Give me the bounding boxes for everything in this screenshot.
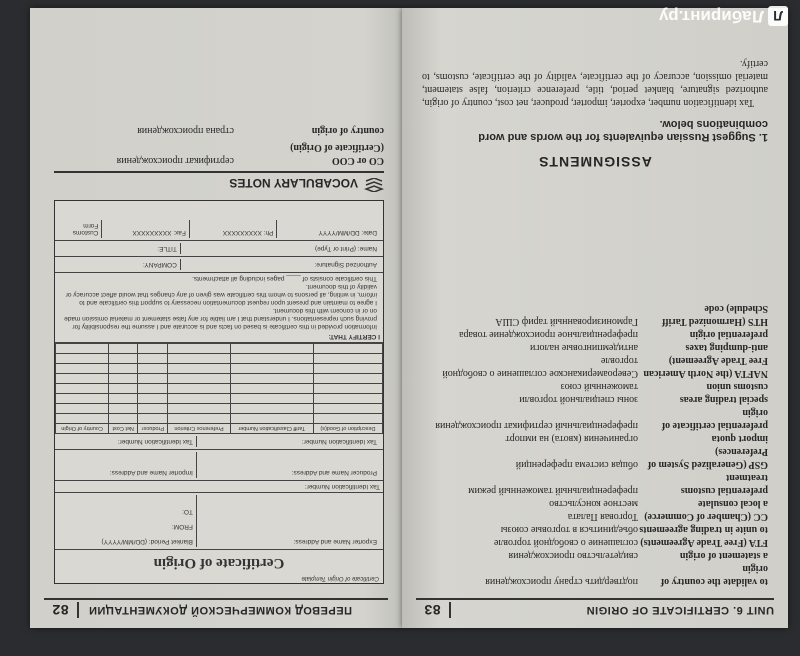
col-producer: Producer — [138, 424, 168, 434]
tax-id-field-3: Tax Identification Number: — [117, 438, 193, 445]
term-ru: объединиться в торговые союзы — [500, 524, 638, 535]
certify-item: Information provided in this certificate is based on facts and is accurate and I assume the responsibility for proving such representations. I understand that I am liable for any false statement or material omission made on or in concern with this document. — [64, 307, 377, 330]
table-row — [56, 384, 383, 394]
vocabulary-notes-title: VOCABULARY NOTES — [229, 176, 358, 191]
company-field: COMPANY: — [142, 261, 177, 268]
term-en: CO or COO — [331, 155, 384, 166]
list-item — [54, 154, 384, 167]
col-net-cost: Net Cost — [109, 424, 138, 434]
table-row — [56, 394, 383, 404]
term-en: GSP (Generalized System of Preferences) — [647, 446, 768, 470]
page-83 — [402, 8, 788, 628]
tax-id-field-2: Tax Identification Number: — [196, 436, 380, 447]
vocab-list — [422, 302, 768, 588]
goods-table-header — [56, 424, 383, 434]
term-ru: преференциальное происхождение товара — [459, 329, 638, 340]
term-en: to validate the country of origin — [660, 563, 768, 587]
term-en: a statement of origin — [679, 550, 768, 561]
phone-field: Ph: XXXXXXXXX — [189, 220, 277, 238]
term-ru: зоны специальной торговли — [519, 394, 638, 405]
term-ru: подтвердить страну происхождения — [485, 576, 638, 587]
term-en: HTS (Harmonized Tariff Schedule) code — [661, 303, 768, 327]
term-ru: общая система преференций — [515, 459, 638, 470]
tax-id-field-1: Tax Identification Number: — [55, 481, 383, 493]
notes-icon — [364, 175, 384, 192]
term-ru: Торговая Палата — [567, 511, 638, 522]
labirint-logo-icon: Л — [768, 6, 788, 26]
term-en: preferential origin — [689, 329, 768, 340]
blanket-period-block — [58, 495, 196, 547]
watermark — [659, 6, 788, 26]
blanket-period-field: Blanket Period: (DD/MM/YYYY) — [101, 538, 193, 545]
list-item — [422, 354, 768, 380]
table-row — [56, 344, 383, 354]
certify-title: I CERTIFY THAT: — [55, 331, 383, 343]
list-item — [422, 341, 768, 354]
term-ru: страна происхождения — [137, 125, 234, 136]
assignments-section — [422, 57, 768, 168]
list-item — [422, 302, 768, 328]
date-field: Date: DD/MM/YYYY — [276, 220, 380, 238]
term-ru: соглашение о свободной торговле — [493, 537, 638, 548]
term-en: FTA (Free Trade Agreements) — [640, 537, 768, 548]
col-tariff: Tariff Classification Number — [230, 424, 313, 434]
customs-form-label: Customs Form — [72, 222, 99, 236]
list-item — [54, 141, 384, 154]
list-item — [422, 536, 768, 549]
table-row — [56, 354, 383, 364]
goods-table — [55, 343, 383, 434]
table-row — [56, 414, 383, 424]
task-1-text: Tax identification number, exporter, importer, producer, net cost, country of origin, authorized signature, blanket period, title, preference criterion, false statement, material omission, accuracy of the certificate, validity of the certificate, customs, to certify. — [422, 58, 768, 108]
to-field: TO: — [182, 508, 193, 515]
list-item — [422, 445, 768, 471]
term-ru: Гармонизированный тариф США — [495, 316, 638, 327]
vocabulary-notes-heading — [54, 171, 384, 192]
name-row — [55, 241, 383, 257]
page-number: 83 — [416, 602, 451, 618]
term-en: country of origin — [311, 125, 384, 136]
exporter-row — [55, 493, 383, 550]
certify-list — [55, 273, 383, 331]
task-1: 1. Suggest Russian equivalents for the words and word combinations below. — [478, 118, 768, 143]
certificate-form — [54, 200, 384, 584]
term-en: anti-dumping taxes — [685, 342, 768, 353]
list-item — [422, 471, 768, 497]
term-en: customs union — [706, 381, 768, 392]
term-en: preferential certificate of origin — [661, 407, 768, 431]
term-ru: местное консульство — [549, 498, 638, 509]
term-en: preferential customs treatment — [680, 472, 768, 496]
term-en: to unite in trading agreements — [639, 524, 768, 535]
term-en: (Certificate of Origin) — [290, 142, 384, 153]
term-en: import quota — [711, 433, 768, 444]
term-ru: преференциальный сертификат происхождения — [435, 420, 638, 431]
from-field: FROM: — [171, 523, 193, 530]
term-ru: преференциальный таможенный режим — [468, 485, 638, 496]
assignments-title: ASSIGNMENTS — [538, 154, 652, 170]
title-field: TITLE: — [157, 245, 177, 252]
term-ru: свидетельство происхождения — [508, 550, 638, 561]
col-preference: Preference Criterion — [168, 424, 230, 434]
term-ru: ограничения (квота) на импорт — [505, 433, 638, 444]
list-item — [422, 328, 768, 341]
list-item — [422, 523, 768, 536]
vocabulary-notes — [54, 124, 384, 192]
running-head-82 — [44, 598, 388, 620]
producer-field: Producer Name and Address: — [196, 452, 380, 478]
term-en: special trading areas — [679, 394, 768, 405]
template-label: Certificate of Origin Template — [301, 575, 379, 581]
table-row — [56, 364, 383, 374]
list-item — [422, 510, 768, 523]
list-item — [422, 497, 768, 510]
term-ru: сертификат происхождения — [116, 155, 234, 166]
page-number: 82 — [44, 602, 79, 618]
term-ru: таможенный союз — [560, 381, 638, 392]
running-head-title: ПЕРЕВОД КОММЕРЧЕСКОЙ ДОКУМЕНТАЦИИ — [88, 604, 352, 616]
list-item — [422, 380, 768, 393]
list-item — [54, 124, 384, 137]
certificate-title: Certificate of Origin — [153, 555, 285, 571]
term-ru — [54, 141, 254, 154]
term-en: a local consulate — [698, 498, 768, 509]
term-ru: Североамериканское соглашение о свободной торговле — [442, 355, 638, 379]
tax-id-row — [55, 434, 383, 450]
list-item — [422, 406, 768, 432]
certify-item: I agree to maintain and present upon request documentation necessary to support this certificate and to inform, in writing, all persons to whom this certificate was given of any changes that would affect accuracy or validity of this document. — [65, 283, 377, 306]
fax-field: Fax: XXXXXXXXX — [101, 220, 189, 238]
running-head-title: UNIT 6. CERTIFICATE OF ORIGIN — [586, 604, 774, 616]
name-field: Name: (Print or Type) — [180, 243, 380, 254]
table-row — [56, 374, 383, 384]
list-item — [422, 393, 768, 406]
signature-row — [55, 257, 383, 273]
term-ru: антидемпинговые налоги — [530, 342, 638, 353]
list-item — [422, 549, 768, 562]
term-en: NAFTA (the North American Free Trade Agreement) — [643, 355, 768, 379]
producer-importer-row — [55, 450, 383, 481]
date-row — [55, 218, 383, 241]
exporter-field: Exporter Name and Address: — [196, 495, 380, 547]
page-82 — [30, 8, 402, 628]
certify-item: This certificate consists of ____ pages including all attachments. — [192, 275, 377, 282]
term-en: CC (Chamber of Commerce) — [644, 511, 768, 522]
list-item — [422, 432, 768, 445]
list-item — [422, 562, 768, 588]
watermark-text: Лабиринт.ру — [658, 7, 764, 26]
table-row — [56, 404, 383, 414]
signature-field: Authorized Signature: — [180, 259, 380, 270]
running-head-83 — [416, 598, 774, 620]
col-country: Country of Origin — [56, 424, 109, 434]
col-description: Description of Good(s) — [313, 424, 382, 434]
importer-field: Importer Name and Address: — [109, 469, 193, 476]
